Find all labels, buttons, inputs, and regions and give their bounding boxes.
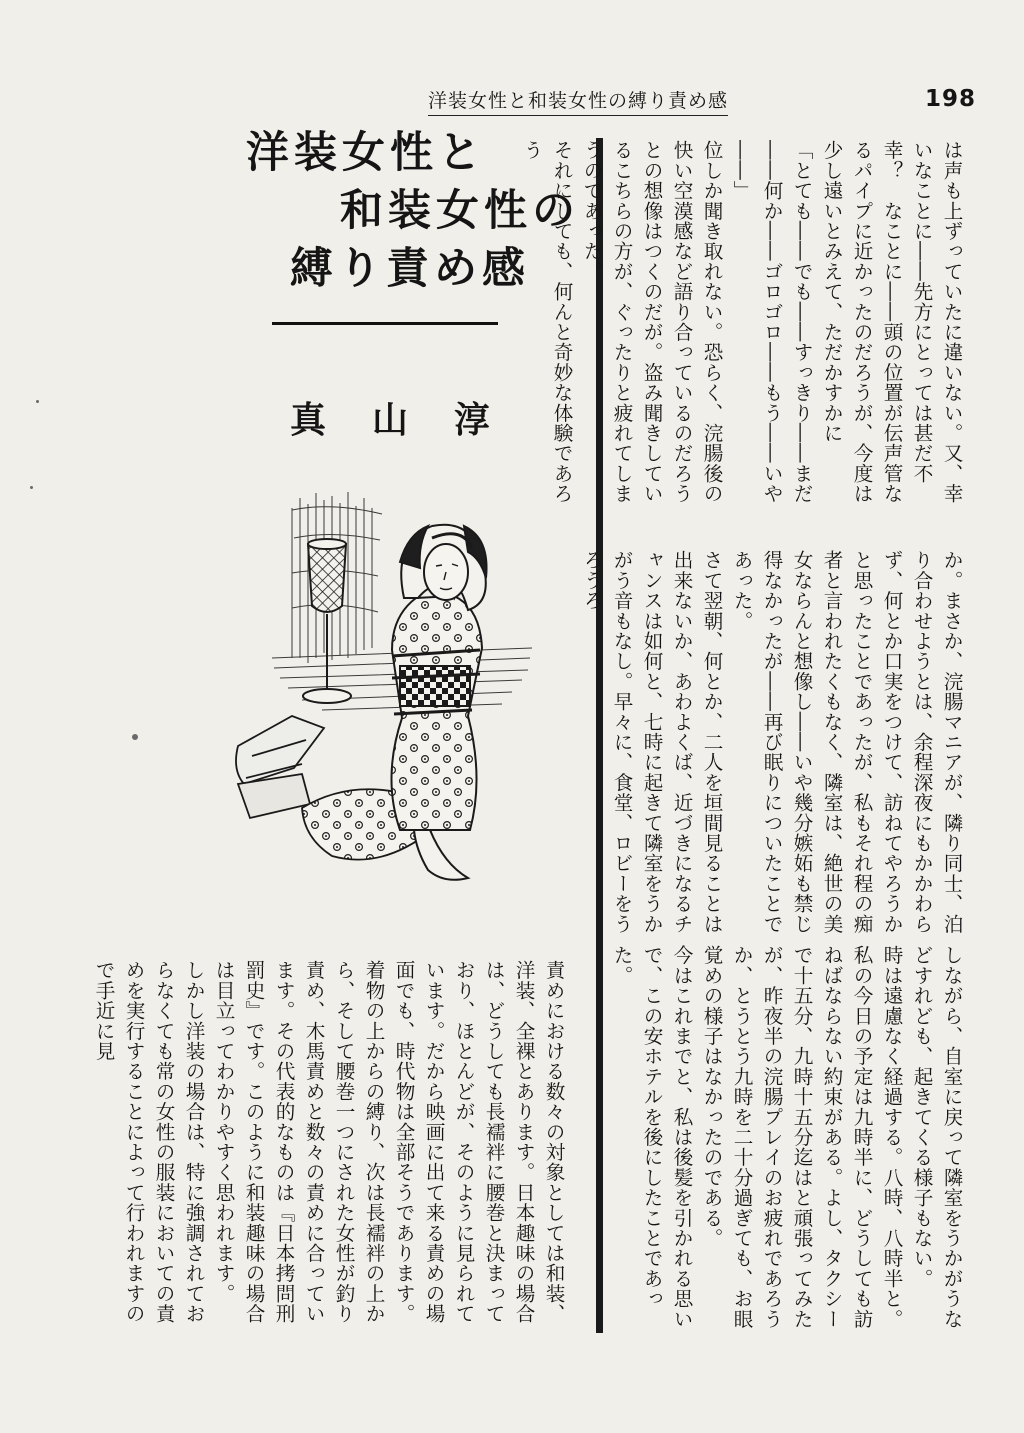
author-char: 山 [371, 399, 408, 441]
text-block-middle-right [580, 550, 966, 935]
print-speck [36, 400, 39, 403]
text-block-bottom-right [610, 945, 966, 1330]
paragraph: 位しか聞き取れない。恐らく、浣腸後の快い空漠感など語り合っているのだろうとの想像はつくのだが。盗み聞きしているこちらの方が、ぐったりと疲れてしまうのであった。 [580, 140, 723, 504]
title-underline [272, 322, 498, 325]
paragraph: それにしても、何んと奇妙な体験であろう [520, 140, 573, 504]
article-title-line-3: 縛り責め感 [290, 244, 530, 294]
paragraph: 今はこれまでと、私は後髪を引かれる思いで、この安ホテルを後にしたことであった。 [610, 945, 693, 1329]
print-speck [30, 486, 33, 489]
text-block-top-right [520, 140, 966, 520]
paragraph: は声も上ずっていたに違いない。又、幸いなことに――先方にとっては甚だ不幸？ なことに――頭の位置が伝声管なるパイプに近かったのだろうが、今度は少し遠いとみえて、ただかすかに [820, 140, 963, 504]
print-speck [132, 734, 138, 740]
paragraph: しかし洋装の場合は、特に強調されておらなくても常の女性の服装においての責めを実行することによって行われますので手近に見 [92, 960, 205, 1324]
page-number: 198 [925, 86, 977, 112]
paragraph: しながら、自室に戻って隣室をうかがうなどすれども、起きてくる様子もない。 [910, 945, 963, 1329]
text-block-bottom-left [92, 960, 568, 1330]
paragraph: 時は遠慮なく経過する。八時、八時半と。私の今日の予定は九時半に、どうしても訪ねばならない約束がある。よし、タクシーで十五分、九時十五分迄はと頑張ってみたが、昨夜半の浣腸プレイのお疲れであろうか、とうとう九時を二十分過ぎても、お眼覚めの様子はなかったのである。 [700, 945, 903, 1329]
paragraph: 責めにおける数々の対象としては和装、洋装、全裸とあります。日本趣味の場合は、どうしても長襦袢に腰巻と決まっており、ほとんどが、そのように見られています。だから映画に出て来る責めの場面でも、時代物は全部そうであります。着物の上からの縛り、次は長襦袢の上から、そして腰巻一つにされた女性が釣り責め、木馬責めと数々の責めに合っています。その代表的なものは『日本拷問刑罰史』です。このように和装趣味の場合は目立ってわかりやすく思われます。 [212, 960, 565, 1324]
author-char: 淳 [453, 399, 490, 441]
article-title-line-1: 洋装女性と [246, 128, 486, 178]
paragraph: 「とても――でも――すっきり――まだ――何か――ゴロゴロ――もう――いや――」 [730, 140, 813, 504]
running-header: 洋装女性と和装女性の縛り責め感 [428, 86, 728, 116]
figure [391, 525, 486, 880]
author-char: 真 [290, 399, 327, 441]
paragraph: さて翌朝、何とか、二人を垣間見ることは出来ないか、あわよくば、近づきになるチャンスは如何と、七時に起きて隣室をうかがう音もなし。早々に、食堂、ロビーをうろうろ [580, 550, 723, 934]
paragraph: か。まさか、浣腸マニアが、隣り同士、泊り合わせようとは、余程深夜にもかかわらず、何とか口実をつけて、訪ねてやろうかと思ったことであったが、私もそれ程の痴者と言われたくもなく、隣室は、絶世の美女ならんと想像し――いや幾分嫉妬も禁じ得なかったが――再び眠りについたことであった。 [730, 550, 963, 934]
article-title-line-2: 和装女性の [340, 186, 580, 236]
author-name [290, 399, 490, 441]
wine-glass [303, 539, 351, 703]
illustration-kneeling-bound-woman [232, 478, 582, 908]
